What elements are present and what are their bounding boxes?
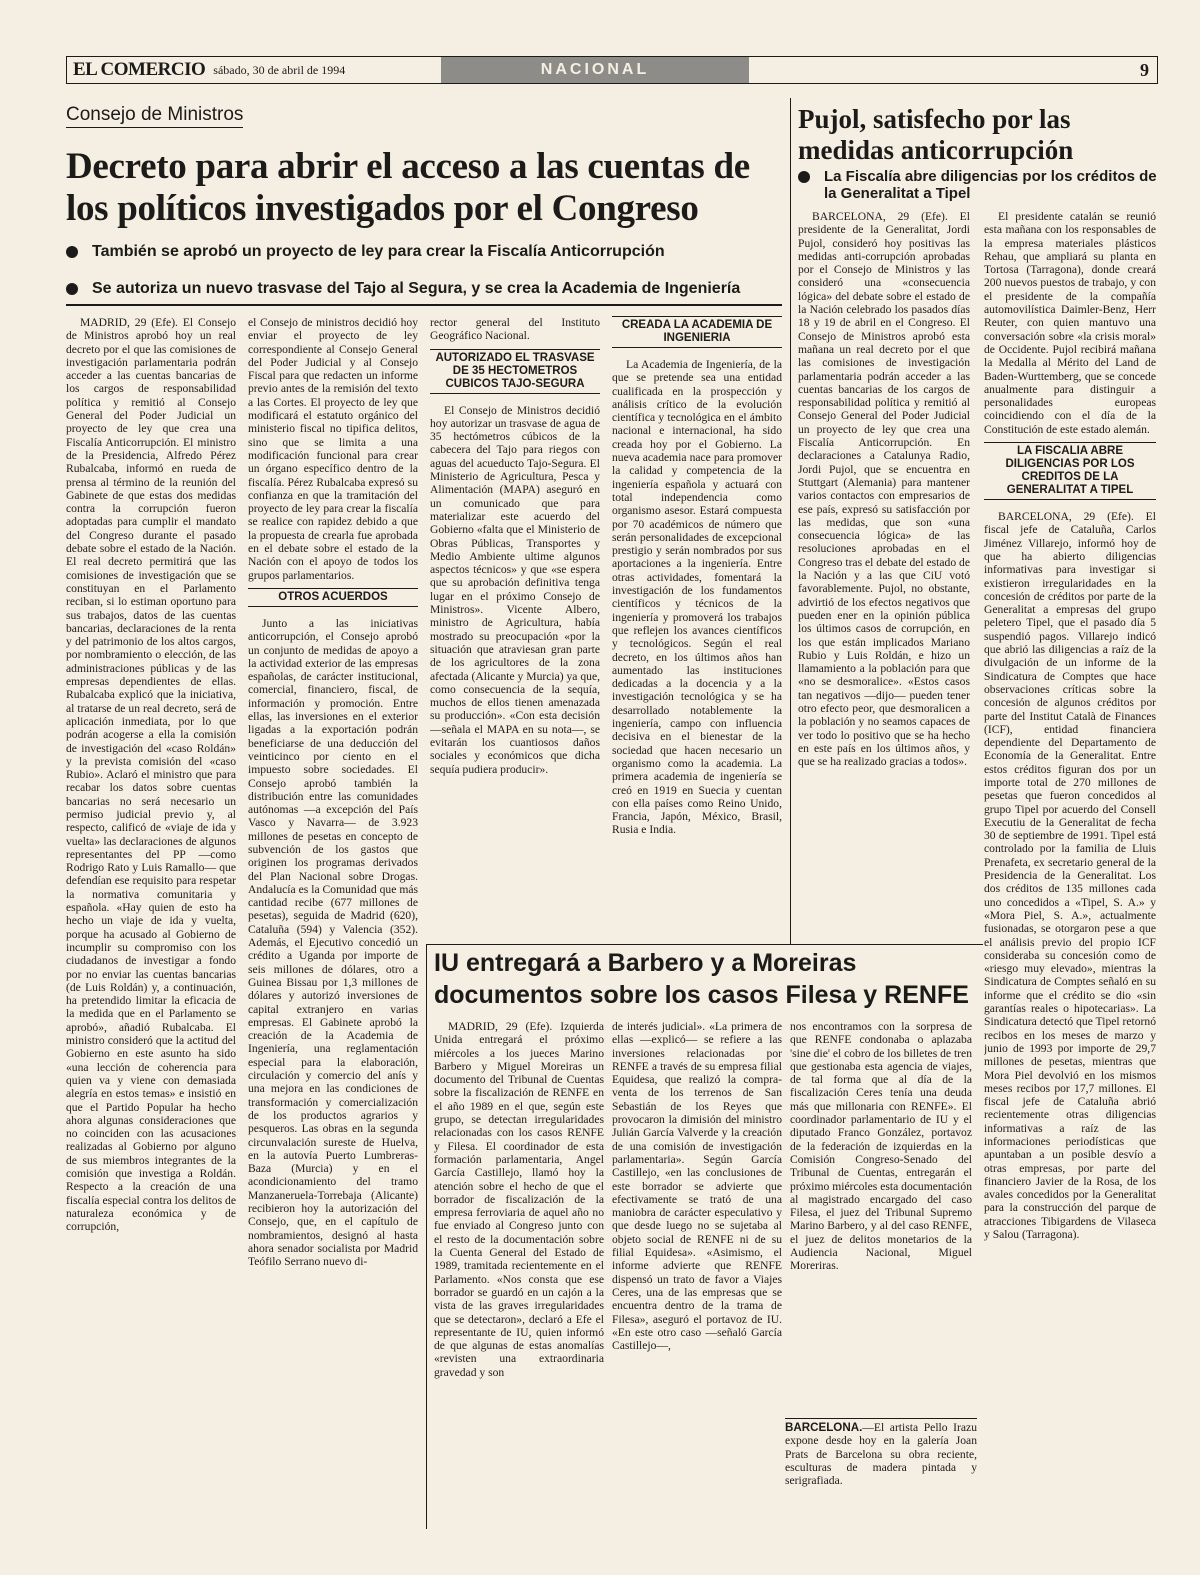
newspaper-name: EL COMERCIO — [73, 59, 206, 80]
iu-column-3: nos encontramos con la sorpresa de que RENFE condonaba o aplazaba 'sine die' el cobro de los billetes de tren que gestionaba esta agencia de viajes, de tal forma que al día de la fiscalización Ceres tenía una deuda más que millonaria con RENFE». El coordinador parlamentario de IU y el diputado Franco González, portavoz de la federación de izquierdas en la Comisión Congreso-Senado del Tribunal de Cuentas, entregarán el próximo miércoles esta documentación al magistrado encargado del caso Filesa, el juez del Tribunal Supremo Marino Barbero, y al del caso RENFE, el juez de delitos monetarios de la Audiencia Nacional, Miguel Moreriras. — [790, 1020, 972, 1273]
main-bullet-2 — [66, 280, 740, 298]
column-rule — [790, 98, 791, 944]
bullet-dot-icon — [66, 283, 78, 295]
subhead: OTROS ACUERDOS — [248, 588, 418, 607]
bullet-text: También se aprobó un proyecto de ley para crear la Fiscalía Anticorrupción — [92, 243, 665, 260]
bullet-text: Se autoriza un nuevo trasvase del Tajo al Segura, y se crea la Academia de Ingeniería — [92, 280, 741, 297]
bullet-dot-icon — [798, 171, 810, 183]
brief-text: —El artista Pello Irazu expone desde hoy en la galería Joan Prats de Barcelona su obra reciente, esculturas de madera pintada y serigrafiada. — [785, 1421, 977, 1488]
divider — [66, 304, 782, 306]
art-brief — [785, 1418, 977, 1533]
masthead — [66, 56, 1158, 84]
subhead: LA FISCALIA ABRE DILIGENCIAS POR LOS CREDITOS DE LA GENERALITAT A TIPEL — [984, 442, 1156, 500]
main-headline: Decreto para abrir el acceso a las cuentas de los políticos investigados por el Congreso — [66, 146, 750, 229]
issue-date: sábado, 30 de abril de 1994 — [213, 62, 346, 77]
main-column-4: CREADA LA ACADEMIA DE INGENIERIA La Academia de Ingeniería, de la que se pretende sea una entidad cualificada en la prospección y análisis crítico de la evolución científica y tecnológica en el ámbito nacional e internacional, ha sido creada hoy por el Gobierno. La nueva academia nace para promover la calidad y competencia de la ingeniería española y actuará con total independencia como organismo asesor. Estará compuesta por 70 académicos de número que serán personalidades de excepcional prestigio y serán nombrados por sus aportaciones a la ingeniería. Entre otras actividades, fomentará la investigación de los fundamentos científicos y técnicos de la ingeniería y promoverá los trabajos que reflejen los avances científicos y tecnológicos. Según el real decreto, en los últimos años han aumentado las instituciones dedicadas a la docencia y a la investigación tecnológica y se ha desarrollado notablemente la ingeniería, campo con influencia decisiva en el bienestar de la sociedad que hacen necesario un organismo como la academia. La primera academia de ingeniería se creó en 1919 en Suecia y cuentan con ella países como Reino Unido, Francia, Japón, México, Brasil, Rusia e India. — [612, 316, 782, 944]
main-column-2: el Consejo de ministros decidió hoy enviar el proyecto de ley correspondiente al Consejo General del Poder Judicial y al Consejo Fiscal para que redacten un informe previo antes de la remisión del texto a las Cortes. El proyecto de ley que modificará el estatuto orgánico del ministerio fiscal no tipifica delitos, sino que se limita a una modificación funcional para crear un órgano específico dentro de la fiscalía. Pérez Rubalcaba expresó su confianza en que la tramitación del proyecto de ley para crear la fiscalía se realice con rapidez debido a que la propuesta de crearla fue aprobada en el debate sobre el estado de la Nación con el apoyo de todos los grupos parlamentarios. OTROS ACUERDOS Junto a las iniciativas anticorrupción, el Consejo aprobó un conjunto de medidas de apoyo a la actividad exterior de las empresas españolas, de carácter institucional, comercial, financiero, fiscal, de información y promoción. Entre ellas, las inversiones en el exterior ligadas a la exportación podrán beneficiarse de una deducción del veinticinco por ciento en el impuesto sobre sociedades. El Consejo aprobó también la distribución entre las comunidades autónomas —a excepción del País Vasco y Navarra— de 3.923 millones de pesetas en concepto de subvención de los gastos que originen los programas derivados del Plan Nacional sobre Drogas. Andalucía es la Comunidad que más cantidad recibe (677 millones de pesetas), seguida de Madrid (620), Cataluña (594) y Valencia (352). Además, el Ejecutivo concedió un crédito a Uganda por importe de seis millones de dólares, otro a Guinea Bissau por 1,3 millones de dólares y autorizó inversiones de capital extranjero en varias empresas. El Gabinete aprobó la creación de la Academia de Ingeniería, una reglamentación especial para la elaboración, circulación y comercio del anís y una mejora en las condiciones de transformación y comercialización de los productos agrarios y pesqueros. Las obras en la segunda circunvalación sureste de Huelva, en la autovía Puerto Lumbreras-Baza (Murcia) y en el acondicionamiento del tramo Manzaneruela-Torrebaja (Alicante) recibieron hoy la autorización del Consejo, que, en el capítulo de nombramientos, designó al hasta ahora senador socialista por Madrid Teófilo Serrano nuevo di- — [248, 316, 418, 1269]
brief-lead: BARCELONA. — [785, 1421, 863, 1434]
pujol-column-2: El presidente catalán se reunió esta mañana con los responsables de la empresa materiales plásticos Rehau, que ampliará su planta en Tortosa (Tarragona), donde creará 200 nuevos puestos de trabajo, y con el presidente de la compañía automovilística Daimler-Benz, Herr Reuter, con quien mantuvo una conversación sobre «la crisis moral» de Occidente. Pujol recibirá mañana la Medalla al Mérito del Land de Baden-Wurttemberg, que se concede anualmente para distinguir a personalidades europeas coincidiendo con el día de la Constitución de este estado alemán. LA FISCALIA ABRE DILIGENCIAS POR LOS CREDITOS DE LA GENERALITAT A TIPEL BARCELONA, 29 (Efe). El fiscal jefe de Cataluña, Carlos Jiménez Villarejo, informó hoy de que ha abierto diligencias informativas para investigar si existieron irregularidades en la concesión de créditos por parte de la Generalitat a empresas del grupo peletero Tipel, que el pasado día 5 suspendió pagos. Villarejo indicó que abrió las diligencias a raíz de la divulgación de un informe de la Sindicatura de Comptes que hace observaciones críticas sobre la concesión de algunos créditos por parte del Institut Català de Finances (ICF), entidad financiera dependiente del Departamento de Economía de la Generalitat. Entre estos créditos figuran dos por un importe total de 270 millones de pesetas que fueron concedidos al grupo Tipel por acuerdo del Consell Executiu de la Generalitat de fecha 30 de septiembre de 1991. Tipel está controlado por la familia de Lluis Prenafeta, ex secretario general de la Presidencia de la Generalitat. Los dos créditos de 135 millones cada uno concedidos a «Tipel, S. A.» y «Mora Piel, S. A.», actualmente fusionadas, se otorgaron pese a que el análisis previo del propio ICF consideraba su concesión como de «riesgo muy elevado», mientras la Sindicatura de Comptes señaló en su informe que el crédito se dio «sin garantías reales o hipotecarias». La Sindicatura detectó que Tipel retornó recibos en los meses de marzo y junio de 1993 por importe de 29,7 millones de pesetas, mientras que Mora Piel devolvió en los mismos meses recibos por 17,7 millones. El fiscal jefe de Cataluña abrió recientemente otras diligencias informativas a raíz de las informaciones periodísticas que apuntaban a un posible desvío a otras empresas, por parte del financiero Javier de la Rosa, de los avales concedidos por la Generalitat para la construcción del parque de atracciones Tibigardens de Vilaseca y Salou (Tarragona). — [984, 210, 1156, 1242]
bullet-text: La Fiscalía abre diligencias por los créditos de la Generalitat a Tipel — [824, 168, 1157, 202]
kicker: Consejo de Ministros — [66, 104, 243, 128]
section-label: NACIONAL — [441, 57, 749, 83]
pujol-headline: Pujol, satisfecho por las medidas anticorrupción — [798, 104, 1074, 165]
bullet-dot-icon — [66, 246, 78, 258]
iu-column-2: de interés judicial». «La primera de ellas —explicó— se refiere a las inversiones relacionadas por RENFE a través de su empresa filial Equidesa, que realizó la compra-venta de los terrenos de San Sebastián de los Reyes que provocaron la dimisión del ministro Julián García Valverde y la creación de una comisión de investigación parlamentaria». Según García Castillejo, «en las conclusiones de este borrador se advierte que efectivamente se trató de una maniobra de carácter especulativo y que desde luego no se sujetaba al objeto social de RENFE ni de su filial Equidesa». «Asimismo, el informe advierte que RENFE dispensó un trato de favor a Viajes Ceres, una de las empresas que se encuentra dentro de la trama de Filesa», aseguró el portavoz de IU. «En este otro caso —señaló García Castillejo—, — [612, 1020, 782, 1353]
main-column-1: MADRID, 29 (Efe). El Consejo de Ministros aprobó hoy un real decreto por el que las comisiones de investigación parlamentaria podrán acceder a las cuentas bancarias de los cargos de responsabilidad política y remitió al Consejo General del Poder Judicial un proyecto de ley que crea una Fiscalía Anticorrupción. El ministro de la Presidencia, Alfredo Pérez Rubalcaba, informó en rueda de prensa al término de la reunión del Gabinete de que estas dos medidas contra la corrupción fueron adoptadas para cumplir el mandato del Congreso durante el pasado debate sobre el estado de la Nación. El real decreto permitirá que las comisiones de investigación que se constituyan en el Parlamento reciban, si lo estiman oportuno para sus trabajos, datos de las cuentas bancarias, declaraciones de la renta y del patrimonio de los altos cargos, por nombramiento o elección, de las administraciones públicas y de las empresas dependientes de ellas. Rubalcaba explicó que la iniciativa, al tratarse de un real decreto, será de aplicación inmediata, por lo que podrán acogerse a ella la comisión de investigación del «caso Roldán» y la prevista comisión del «caso Rubio». Aclaró el ministro que para recabar los datos sobre cuentas bancarias no será necesario un permiso judicial previo y, al respecto, calificó de «viaje de ida y vuelta» las declaraciones de algunos representantes del PP —como Rodrigo Rato y Luis Ramallo— que defendían ese requisito para respetar la normativa comunitaria y española. «Hay quien de esto ha hecho un viaje de ida y vuelta, porque ha acusado al Gobierno de incumplir su compromiso con los ciudadanos de investigar a fondo por no enviar las cuentas bancarias (de Luis Roldán) y, a continuación, ha pretendido limitar la eficacia de la medida que en el Parlamento se aprobó», añadió Rubalcaba. El ministro consideró que la actitud del Gobierno en este asunto ha sido «una lección de coherencia para quien va y viene con demasiada alegría en estos temas» e insistió en que el Partido Popular ha hecho ahora algunas consideraciones que no coinciden con las acusaciones realizadas al Gobierno por alguno de sus miembros integrantes de la comisión que investiga a Roldán. Respecto a la creación de una fiscalía especial contra los delitos de naturaleza económica y de corrupción, — [66, 316, 236, 1234]
main-column-3: rector general del Instituto Geográfico Nacional. AUTORIZADO EL TRASVASE DE 35 HECTOMETROS CUBICOS TAJO-SEGURA El Consejo de Ministros decidió hoy autorizar un trasvase de agua de 35 hectómetros cúbicos de la cabecera del Tajo para riegos con aguas del acueducto Tajo-Segura. El Ministerio de Agricultura, Pesca y Alimentación (MAPA) aseguró en un comunicado que para materializar este acuerdo del Gobierno «falta que el Ministerio de Obras Públicas, Transportes y Medio Ambiente ultime algunos aspectos técnicos» y que «se espera que su aprobación definitiva tenga lugar en el próximo Consejo de Ministros». Vicente Albero, ministro de Agricultura, había mostrado su preocupación «por la situación que atraviesan gran parte de los agricultores de la zona afectada (Alicante y Murcia) ya que, como consecuencia de la sequía, muchos de ellos tienen amenazada su producción». «Con esta decisión —señala el MAPA en su nota—, se evitarán los cuantiosos daños sociales y económicos que dicha sequía pudiera producir». — [430, 316, 600, 776]
subhead: CREADA LA ACADEMIA DE INGENIERIA — [612, 316, 782, 348]
page-number: 9 — [1140, 60, 1149, 80]
pujol-column-1: BARCELONA, 29 (Efe). El presidente de la Generalitat, Jordi Pujol, consideró hoy positivas las medidas anti-corrupción aprobadas por el Consejo de Ministros y las consideró una «consecuencia lógica» del debate sobre el estado de la Nación celebrado los pasados días 18 y 19 de abril en el Congreso. El Consejo de Ministros aprobó esta mañana un real decreto por el que las comisiones de investigación parlamentaria podrán acceder a las cuentas bancarias de los cargos de responsabilidad política y remitió al Consejo General del Poder Judicial un proyecto de ley que crea una Fiscalía Anticorrupción. En declaraciones a Catalunya Radio, Jordi Pujol, que se encuentra en Stuttgart (Alemania) para mantener varios contactos con empresarios de ese país, expresó su satisfacción por las medidas, que son «una consecuencia lógica» de las resoluciones aprobadas en el Congreso tras el debate del estado de la Nación y a las que CiU votó favorablemente. Pujol, no obstante, advirtió de los efectos negativos que pueden ener en la opinión pública los últimos casos de corrupción, en los que están implicados Mariano Rubio y Luis Roldán, e hizo un llamamiento a la población para que «no se desmoralice». «Estos casos tan negativos —dijo— pueden tener otro efecto peor, que desmoralicen a la población y no seamos capaces de ver todo lo positivo que se ha hecho en este país en los últimos años, y que se ha realizado gracias a todos». — [798, 210, 970, 769]
pujol-bullet — [798, 168, 1158, 202]
subhead: AUTORIZADO EL TRASVASE DE 35 HECTOMETROS CUBICOS TAJO-SEGURA — [430, 349, 600, 394]
main-bullet-1 — [66, 243, 665, 261]
iu-headline: IU entregará a Barbero y a Moreiras documentos sobre los casos Filesa y RENFE — [434, 949, 969, 1009]
iu-column-1: MADRID, 29 (Efe). Izquierda Unida entregará el próximo miércoles a los jueces Marino Barbero y Miguel Moreiras un documento del Tribunal de Cuentas sobre la fiscalización de RENFE en el año 1989 en el que, según este grupo, se detectan irregularidades relacionadas con los casos RENFE y Filesa. El coordinador de esta formación parlamentaria, Angel García Castillejo, llamó hoy la atención sobre el hecho de que el borrador de fiscalización de la empresa ferroviaria de aquel año no fue enviado al Congreso junto con el resto de la documentación sobre la Cuenta General del Estado de 1989, tramitada recientemente en el Parlamento. «Nos consta que ese borrador se guardó en un cajón a la vista de las graves irregularidades que se detectaron», declaró a Efe el representante de IU, quien informó de que algunas de estas anomalías «revisten una extraordinaria gravedad y son — [434, 1020, 604, 1379]
